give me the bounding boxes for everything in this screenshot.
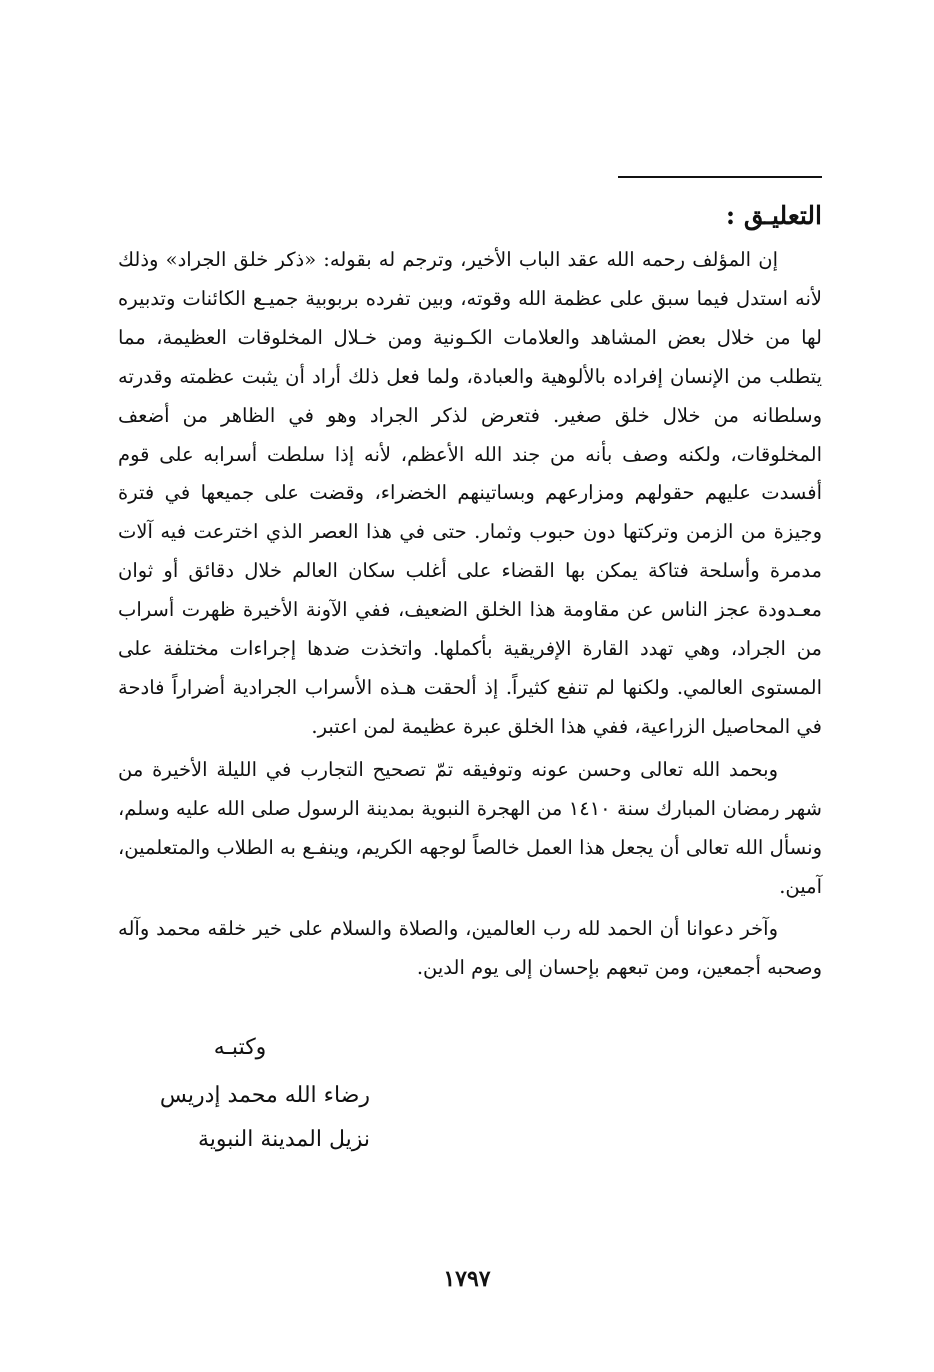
- footnote-separator-rule: [618, 176, 822, 178]
- paragraph-completion: وبحمد الله تعالى وحسن عونه وتوفيقه تمّ تصحيح التجارب في الليلة الأخيرة من شهر رمضان المبارك سنة ١٤١٠ من الهجرة النبوية بمدينة الرسول صلى الله عليه وسلم، ونسأل الله تعالى أن يجعل هذا العمل خالصاً لوجهه الكريم، وينفـع به الطلاب والمتعلمين، آمين.: [118, 757, 823, 898]
- signature-place: نزيل المدينة النبوية: [197, 1127, 370, 1152]
- body-text: [118, 241, 822, 988]
- signature-wrote: وكتبـه: [213, 1035, 267, 1060]
- section-heading: التعليـق :: [725, 201, 822, 230]
- paragraph-closing-prayer: وآخر دعوانا أن الحمد لله رب العالمين، والصلاة والسلام على خير خلقه محمد وآله وصحبه أجمعين، ومن تبعهم بإحسان إلى يوم الدين.: [118, 917, 822, 980]
- signature-name: رضاء الله محمد إدريس: [159, 1083, 370, 1108]
- paragraph-commentary: إن المؤلف رحمه الله عقد الباب الأخير، وترجم له بقوله: «ذكر خلق الجراد» وذلك لأنه استدل فيما سبق على عظمة الله وقوته، وبين تفرده بربوبية جميـع الكائنات وتدبيره لها من خلال بعض المشاهد والعلامات الكـونية ومن خـلال المخلوقات العظيمة، مما يتطلب من الإنسان إفراده بالألوهية والعبادة، ولما فعل ذلك أراد أن يثبت عظمته وقدرته وسلطانه من خلال خلق صغير. فتعرض لذكر الجراد وهو في الظاهر من أضعف المخلوقات، ولكنه وصف بأنه من جند الله الأعظم، لأنه إذا سلطت أسرابه على قوم أفسدت عليهم حقولهم ومزارعهم وبساتينهم الخضراء، وقضت على جميعها في فترة وجيزة من الزمن وتركتها دون حبوب وثمار. حتى في هذا العصر الذي اخترعت فيه آلات مدمرة وأسلحة فتاكة يمكن بها القضاء على أغلب سكان العالم خلال دقائق أو ثوان معـدودة عجز الناس عن مقاومة هذا الخلق الضعيف، ففي الآونة الأخيرة ظهرت أسراب من الجراد، وهي تهدد القارة الإفريقية بأكملها. واتخذت ضدها إجراءات مختلفة على المستوى العالمي. ولكنها لم تنفع كثيراً. إذ ألحقت هـذه الأسراب الجرادية أضراراً فادحة في المحاصيل الزراعية، ففي هذا الخلق عبرة عظيمة لمن اعتبر.: [118, 248, 822, 738]
- page-number: ١٧٩٧: [443, 1266, 491, 1292]
